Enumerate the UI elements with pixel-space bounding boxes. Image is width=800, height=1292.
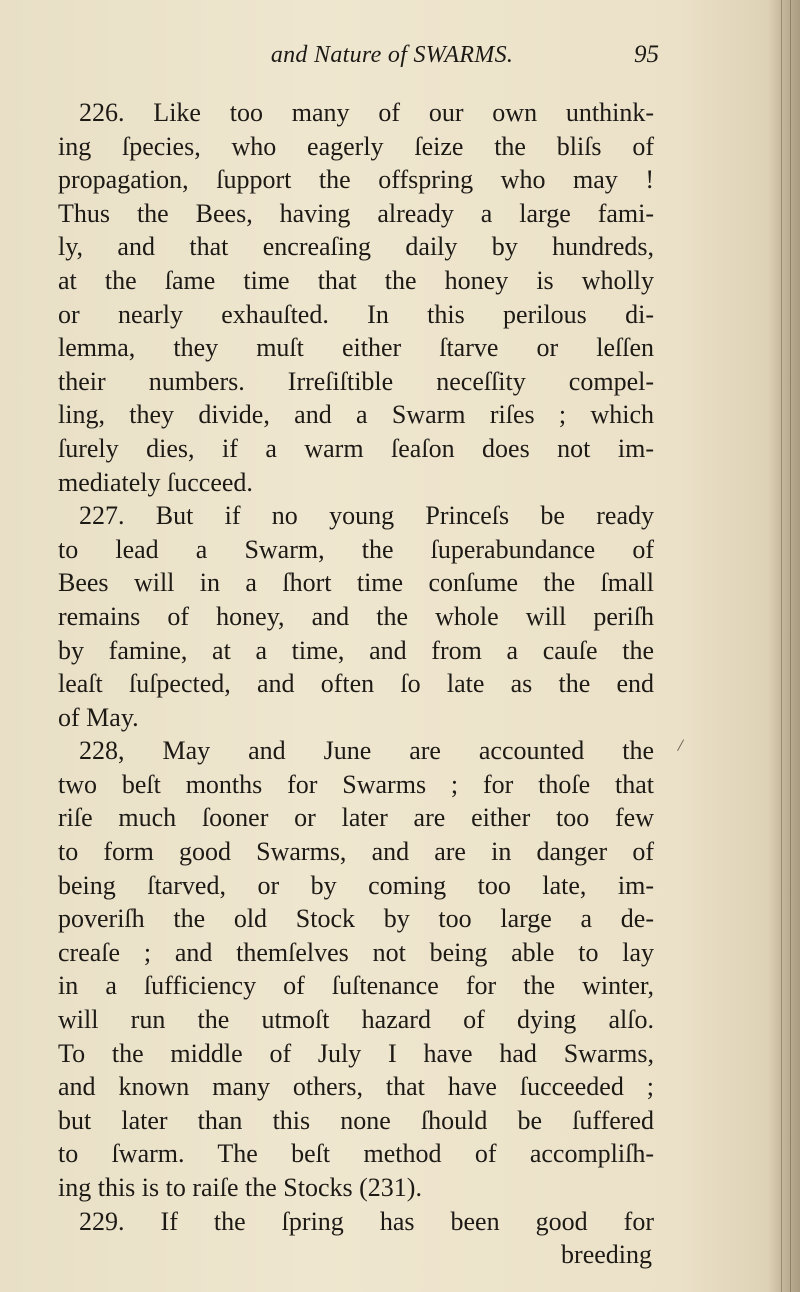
page-edge-line — [790, 0, 791, 1292]
text-line: Bees will in a ſhort time conſume the ſmall — [58, 568, 654, 598]
text-line: leaſt ſuſpected, and often ſo late as the end — [58, 669, 654, 699]
text-line: but later than this none ſhould be ſuffered — [58, 1105, 654, 1135]
text-line: ly, and that encreaſing daily by hundreds, — [58, 232, 654, 262]
text-line: two beſt months for Swarms ; for thoſe that — [58, 769, 654, 799]
text-line: ing this is to raiſe the Stocks (231). — [58, 1173, 422, 1202]
text-line: their numbers. Irreſiſtible neceſſity compel- — [58, 366, 654, 396]
text-line: 226. Like too many of our own unthink- — [79, 98, 654, 127]
text-line: ſurely dies, if a warm ſeaſon does not im- — [58, 433, 654, 463]
text-line: and known many others, that have ſucceeded ; — [58, 1072, 654, 1102]
text-line: 228, May and June are accounted the — [79, 736, 654, 766]
text-line: at the ſame time that the honey is wholly — [58, 265, 654, 295]
text-line: ling, they divide, and a Swarm riſes ; which — [58, 400, 654, 430]
text-line: remains of honey, and the whole will periſh — [58, 601, 654, 631]
text-line: to ſwarm. The beſt method of accompliſh- — [58, 1139, 654, 1169]
page-number: 95 — [634, 41, 659, 68]
text-line: of May. — [58, 702, 139, 732]
stray-ink-mark: / — [676, 734, 685, 756]
page-edge-shadow — [768, 0, 800, 1292]
text-line: creaſe ; and themſelves not being able to lay — [58, 937, 654, 967]
page-header — [150, 41, 659, 68]
text-line: To the middle of July I have had Swarms, — [58, 1038, 654, 1068]
text-line: by famine, at a time, and from a cauſe the — [58, 635, 654, 665]
text-line: to form good Swarms, and are in danger of — [58, 837, 654, 867]
text-line: 227. But if no young Princeſs be ready — [79, 501, 654, 531]
text-line: lemma, they muſt either ſtarve or leſſen — [58, 333, 654, 363]
text-line: or nearly exhauſted. In this perilous di- — [58, 299, 654, 329]
text-line: mediately ſucceed. — [58, 467, 253, 497]
text-line: 229. If the ſpring has been good for — [79, 1206, 654, 1236]
text-line: ing ſpecies, who eagerly ſeize the bliſs of — [58, 131, 654, 161]
text-line: will run the utmoſt hazard of dying alſo. — [58, 1005, 654, 1035]
text-line: propagation, ſupport the offspring who may ! — [58, 165, 654, 195]
catchword: breeding — [561, 1240, 652, 1270]
text-line: Thus the Bees, having already a large fami- — [58, 198, 654, 228]
body-text — [58, 96, 654, 1272]
text-line: riſe much ſooner or later are either too few — [58, 803, 654, 833]
text-line: in a ſufficiency of ſuſtenance for the winter, — [58, 971, 654, 1001]
page-edge-line — [781, 0, 782, 1292]
text-line: to lead a Swarm, the ſuperabundance of — [58, 534, 654, 564]
text-line: being ſtarved, or by coming too late, im- — [58, 870, 654, 900]
running-head: and Nature of SWARMS. — [270, 42, 514, 68]
text-line: poveriſh the old Stock by too large a de- — [58, 904, 654, 934]
